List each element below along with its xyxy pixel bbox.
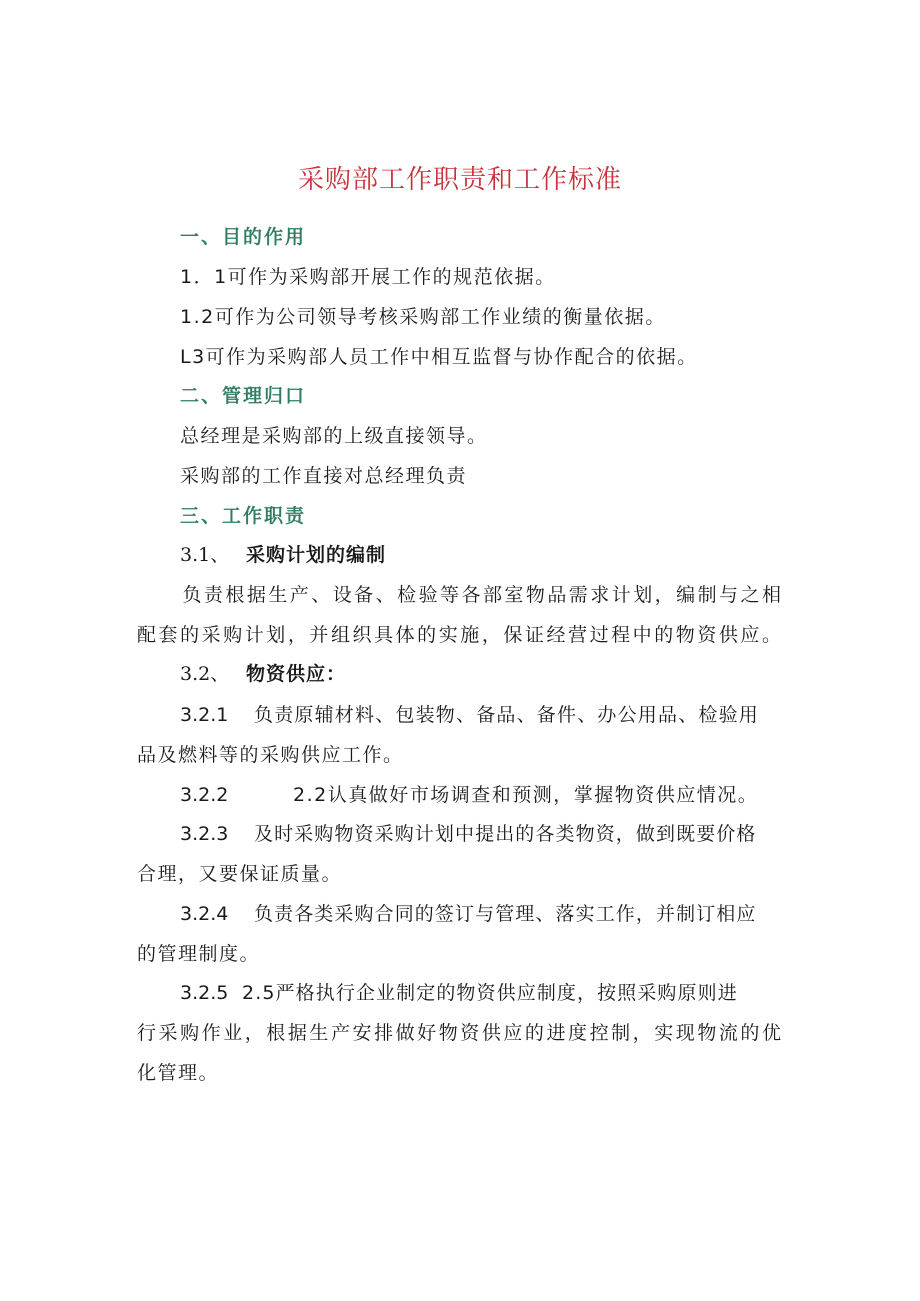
section-heading-duties: 三、工作职责	[180, 505, 307, 527]
item-3-2-1-number: 3.2.1	[180, 704, 229, 726]
purpose-item-1: 1．1可作为采购部开展工作的规范依据。	[180, 266, 556, 288]
item-3-2-3-line-1: 3.2.3 及时采购物资采购计划中提出的各类物资，做到既要价格	[180, 819, 757, 849]
item-3-2-5-line-3: 化管理。	[137, 1062, 220, 1084]
subsection-3-1-title: 采购计划的编制	[246, 544, 387, 566]
item-3-2-3-number: 3.2.3	[180, 823, 229, 845]
management-item-2: 采购部的工作直接对总经理负责	[180, 465, 468, 487]
item-3-2-4-line-1: 3.2.4 负责各类采购合同的签订与管理、落实工作，并制订相应	[180, 899, 757, 929]
item-3-2-4-number: 3.2.4	[180, 903, 229, 925]
section-heading-management: 二、管理归口	[180, 385, 307, 407]
subsection-3-2-number: 3.2、	[180, 663, 230, 685]
item-3-2-2-number: 3.2.2	[180, 784, 229, 806]
item-3-2-1-line-1: 3.2.1 负责原辅材料、包装物、备品、备件、办公用品、检验用	[180, 700, 782, 730]
subsection-3-2-heading	[180, 659, 346, 689]
subsection-3-1-heading	[180, 540, 386, 570]
item-3-2-3-line-2: 合理，又要保证质量。	[137, 863, 343, 885]
item-3-2-5-number: 3.2.5	[180, 982, 229, 1004]
subsection-3-1-text-line-1: 负责根据生产、设备、检验等各部室物品需求计划，编制与之相	[181, 584, 782, 606]
purpose-item-2: 1.2可作为公司领导考核采购部工作业绩的衡量依据。	[180, 306, 666, 328]
document-title: 采购部工作职责和工作标准	[297, 165, 622, 195]
item-3-2-5-line-1: 3.2.5 2.5严格执行企业制定的物资供应制度，按照采购原则进	[180, 978, 738, 1008]
section-heading-purpose: 一、目的作用	[180, 226, 307, 248]
item-3-2-2-line-1: 3.2.2 2.2认真做好市场调查和预测，掌握物资供应情况。	[180, 780, 758, 810]
subsection-3-2-title: 物资供应：	[246, 663, 347, 685]
item-3-2-1-line-2: 品及燃料等的采购供应工作。	[137, 744, 404, 766]
purpose-item-3: L3可作为采购部人员工作中相互监督与协作配合的依据。	[180, 346, 698, 368]
item-3-2-5-line-2: 行采购作业，根据生产安排做好物资供应的进度控制，实现物流的优	[137, 1022, 782, 1044]
management-item-1: 总经理是采购部的上级直接领导。	[180, 425, 488, 447]
subsection-3-1-text-line-2: 配套的采购计划，并组织具体的实施，保证经营过程中的物资供应。	[137, 624, 782, 646]
item-3-2-4-line-2: 的管理制度。	[137, 943, 261, 965]
subsection-3-1-number: 3.1、	[180, 544, 230, 566]
